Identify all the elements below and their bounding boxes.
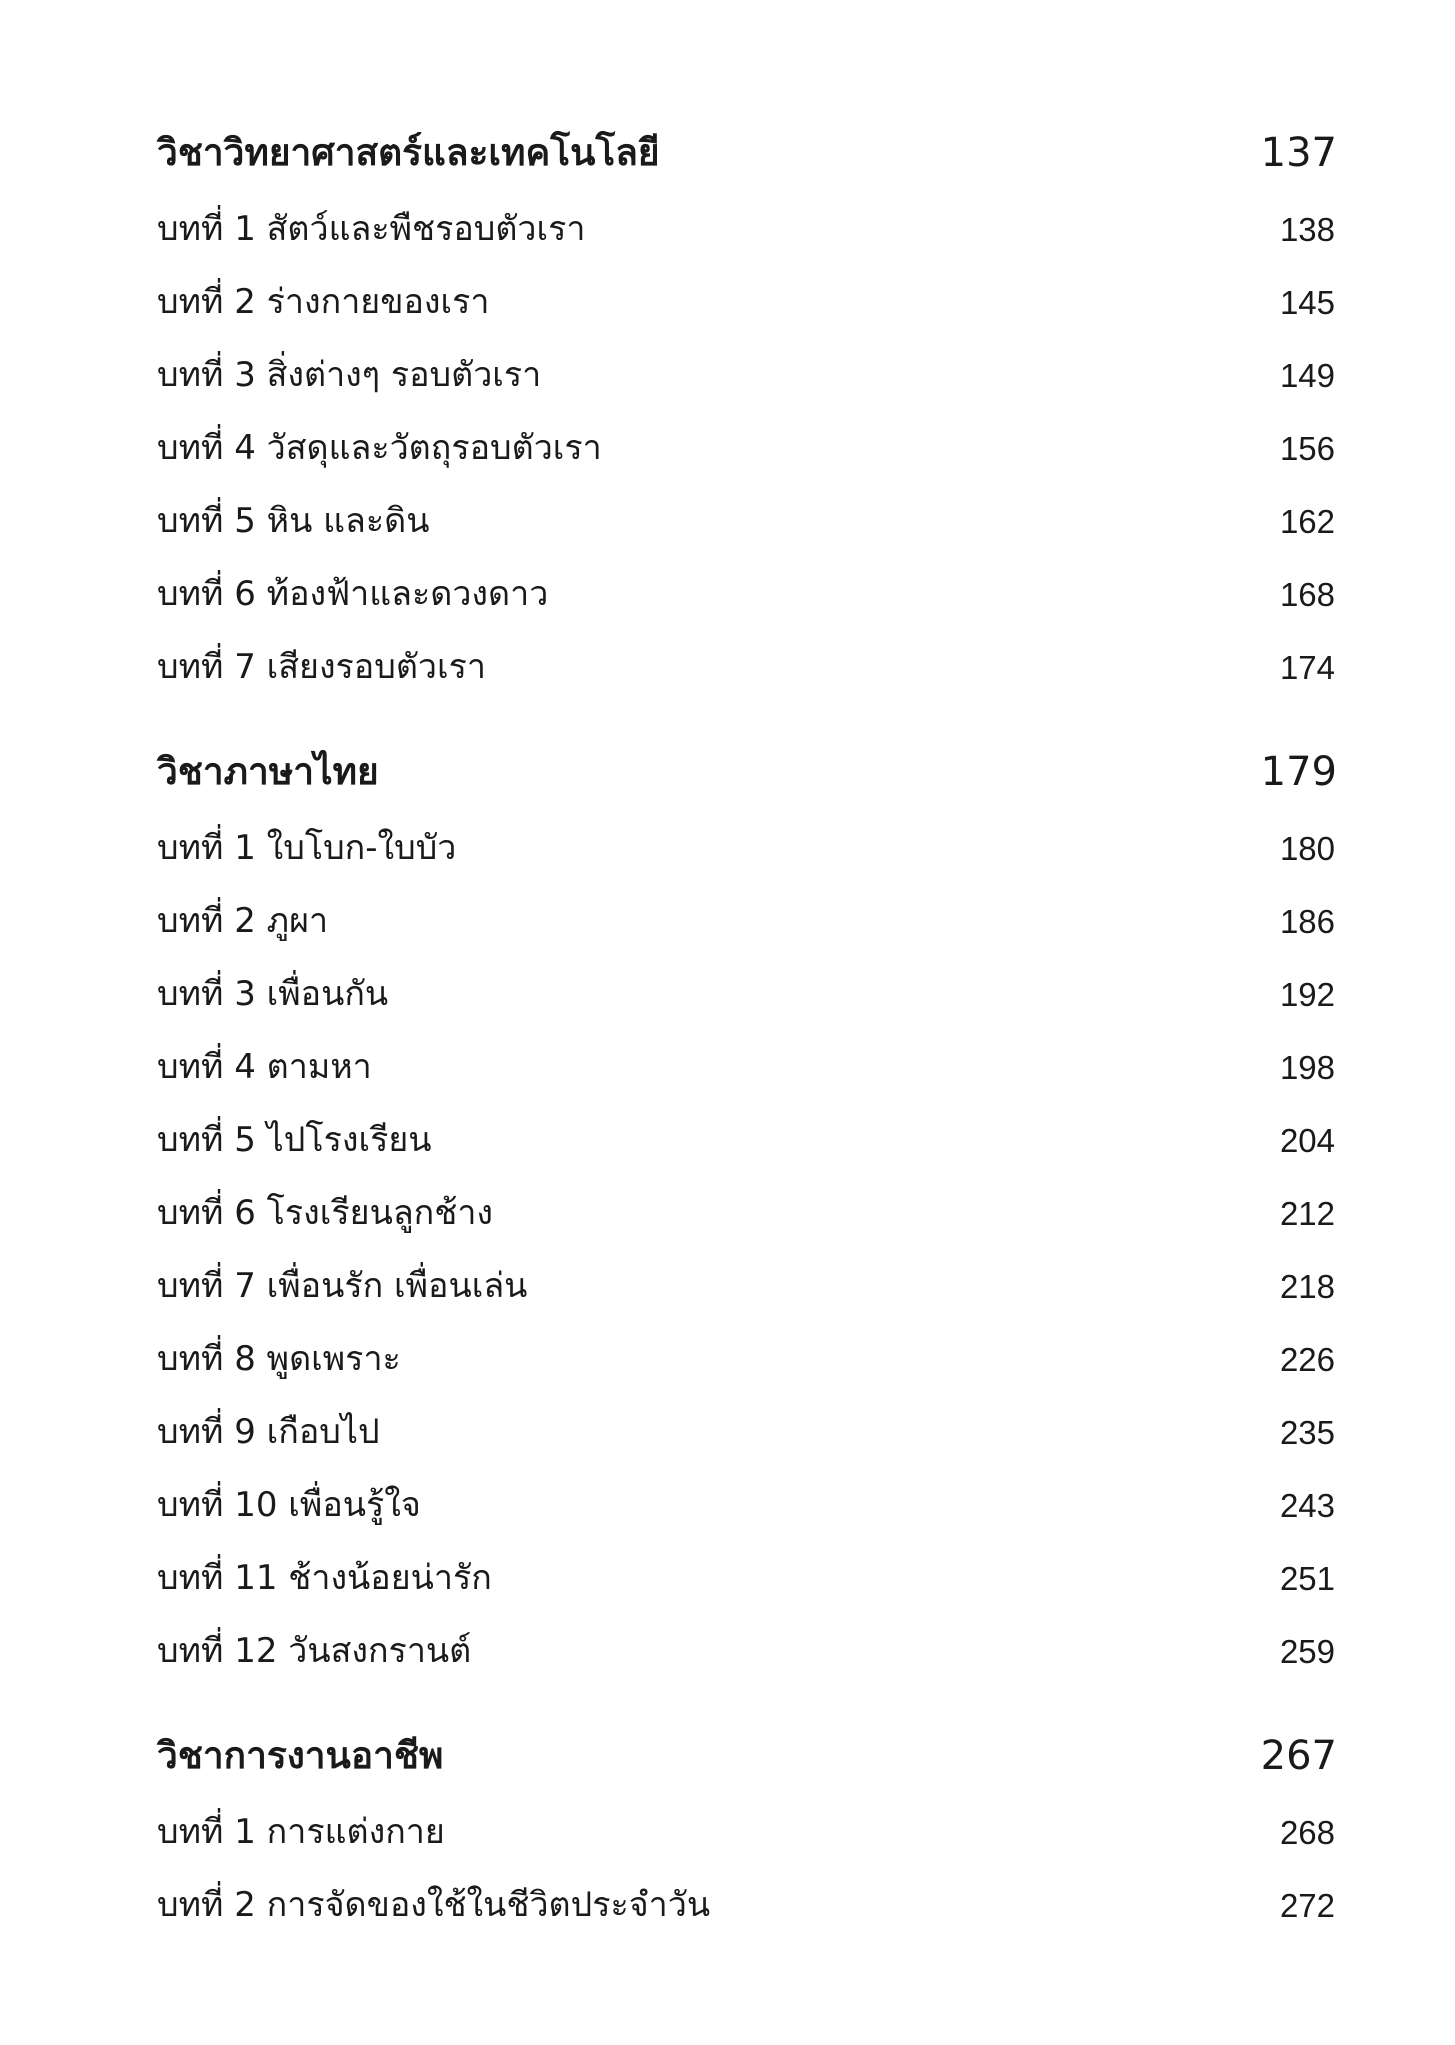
entry-title: บทที่ 8 พูดเพราะ bbox=[157, 1339, 401, 1379]
toc-entry bbox=[157, 1869, 1337, 1942]
entry-page-number: 180 bbox=[1279, 830, 1335, 867]
section-page-number: 179 bbox=[1260, 749, 1337, 795]
entry-page-number: 186 bbox=[1279, 903, 1335, 940]
toc-entry bbox=[157, 1177, 1337, 1250]
toc-entry bbox=[157, 193, 1337, 266]
entry-page-number: 149 bbox=[1279, 357, 1335, 394]
entry-page-number: 259 bbox=[1279, 1633, 1335, 1670]
toc-entry bbox=[157, 1250, 1337, 1323]
toc-entry bbox=[157, 1796, 1337, 1869]
entry-page-number: 145 bbox=[1279, 284, 1335, 321]
toc-entry bbox=[157, 1542, 1337, 1615]
toc-entry bbox=[157, 1104, 1337, 1177]
section-title: วิชาวิทยาศาสตร์และเทคโนโลยี bbox=[157, 131, 660, 174]
entry-title: บทที่ 1 ใบโบก-ใบบัว bbox=[157, 828, 457, 868]
section-title: วิชาการงานอาชีพ bbox=[157, 1734, 444, 1777]
entry-title: บทที่ 6 โรงเรียนลูกช้าง bbox=[157, 1193, 494, 1233]
table-of-contents bbox=[157, 113, 1337, 1970]
section-heading bbox=[157, 1716, 1337, 1796]
toc-entry bbox=[157, 958, 1337, 1031]
entry-page-number: 272 bbox=[1279, 1887, 1335, 1924]
entry-title: บทที่ 11 ช้างน้อยน่ารัก bbox=[157, 1558, 492, 1598]
section-heading bbox=[157, 732, 1337, 812]
entry-page-number: 198 bbox=[1279, 1049, 1335, 1086]
entry-page-number: 243 bbox=[1279, 1487, 1335, 1524]
entry-title: บทที่ 9 เกือบไป bbox=[157, 1412, 380, 1452]
entry-page-number: 251 bbox=[1279, 1560, 1335, 1597]
section-page-number: 137 bbox=[1260, 130, 1337, 176]
entry-title: บทที่ 4 ตามหา bbox=[157, 1047, 372, 1087]
toc-entry bbox=[157, 1396, 1337, 1469]
toc-entry bbox=[157, 339, 1337, 412]
entry-title: บทที่ 1 การแต่งกาย bbox=[157, 1812, 445, 1852]
entry-page-number: 226 bbox=[1279, 1341, 1335, 1378]
entry-page-number: 174 bbox=[1279, 649, 1335, 686]
entry-page-number: 204 bbox=[1279, 1122, 1335, 1159]
toc-section-occupation bbox=[157, 1716, 1337, 1942]
toc-section-science bbox=[157, 113, 1337, 704]
toc-entry bbox=[157, 812, 1337, 885]
entry-title: บทที่ 2 ร่างกายของเรา bbox=[157, 282, 490, 322]
toc-entry bbox=[157, 885, 1337, 958]
toc-entry bbox=[157, 485, 1337, 558]
toc-entry bbox=[157, 1031, 1337, 1104]
section-title: วิชาภาษาไทย bbox=[157, 750, 379, 793]
entry-page-number: 218 bbox=[1279, 1268, 1335, 1305]
toc-entry bbox=[157, 266, 1337, 339]
toc-entry bbox=[157, 1615, 1337, 1688]
entry-title: บทที่ 5 หิน และดิน bbox=[157, 501, 430, 541]
entry-page-number: 162 bbox=[1279, 503, 1335, 540]
section-page-number: 267 bbox=[1260, 1733, 1337, 1779]
entry-title: บทที่ 12 วันสงกรานต์ bbox=[157, 1631, 472, 1671]
toc-entry bbox=[157, 1469, 1337, 1542]
entry-page-number: 212 bbox=[1279, 1195, 1335, 1232]
entry-page-number: 156 bbox=[1279, 430, 1335, 467]
entry-title: บทที่ 10 เพื่อนรู้ใจ bbox=[157, 1485, 421, 1525]
entry-title: บทที่ 4 วัสดุและวัตถุรอบตัวเรา bbox=[157, 428, 602, 468]
entry-title: บทที่ 7 เสียงรอบตัวเรา bbox=[157, 647, 486, 687]
section-heading bbox=[157, 113, 1337, 193]
entry-title: บทที่ 6 ท้องฟ้าและดวงดาว bbox=[157, 574, 549, 614]
entry-page-number: 192 bbox=[1279, 976, 1335, 1013]
entry-title: บทที่ 2 ภูผา bbox=[157, 901, 329, 941]
toc-entry bbox=[157, 558, 1337, 631]
entry-title: บทที่ 1 สัตว์และพืชรอบตัวเรา bbox=[157, 209, 586, 249]
entry-page-number: 138 bbox=[1279, 211, 1335, 248]
entry-page-number: 168 bbox=[1279, 576, 1335, 613]
toc-section-thai bbox=[157, 732, 1337, 1688]
toc-entry bbox=[157, 631, 1337, 704]
toc-entry bbox=[157, 1323, 1337, 1396]
entry-title: บทที่ 5 ไปโรงเรียน bbox=[157, 1120, 432, 1160]
toc-entry bbox=[157, 412, 1337, 485]
entry-page-number: 268 bbox=[1279, 1814, 1335, 1851]
entry-title: บทที่ 3 สิ่งต่างๆ รอบตัวเรา bbox=[157, 355, 542, 395]
entry-title: บทที่ 7 เพื่อนรัก เพื่อนเล่น bbox=[157, 1266, 528, 1306]
entry-title: บทที่ 2 การจัดของใช้ในชีวิตประจำวัน bbox=[157, 1885, 711, 1925]
entry-title: บทที่ 3 เพื่อนกัน bbox=[157, 974, 389, 1014]
entry-page-number: 235 bbox=[1279, 1414, 1335, 1451]
